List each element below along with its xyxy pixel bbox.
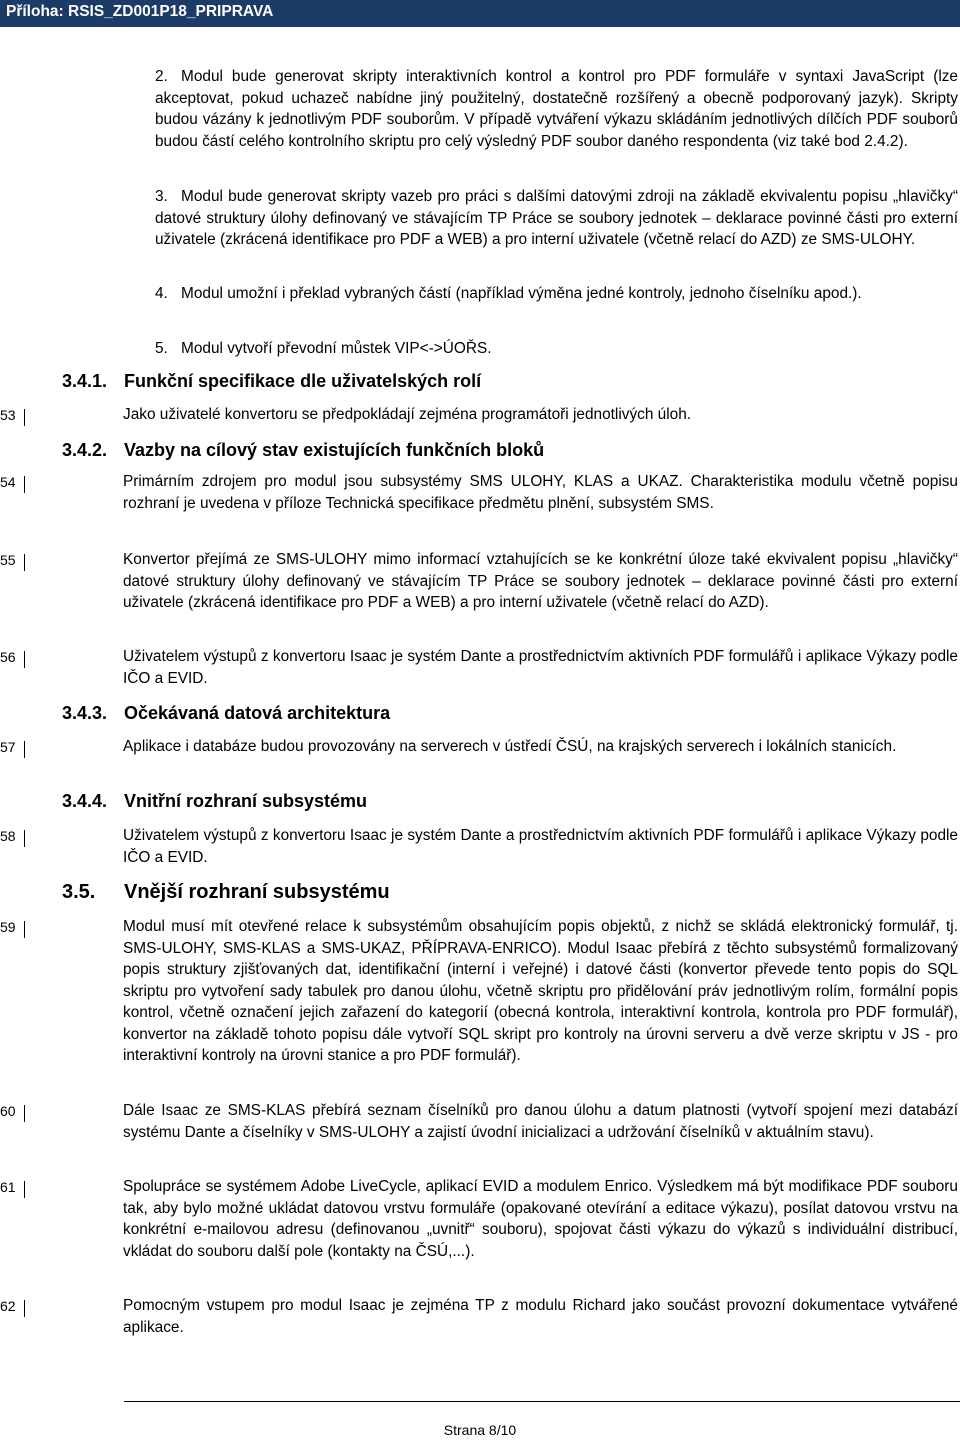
list-text: Modul bude generovat skripty vazeb pro práci s dalšími datovými zdroji na základě ekvivalentu popisu „hlavičky“ datové struktury úlohy definovaný ve stávajícím TP Práce se soubory jednotek – deklarace povinné části pro externí uživatele (zkrácená identifikace pro PDF a WEB) a pro interní uživatele (včetně relací do AZD) ze SMS-ULOHY.	[155, 188, 958, 248]
list-item	[155, 186, 958, 251]
paragraph: Aplikace i databáze budou provozovány na serverech v ústředí ČSÚ, na krajských serverech i lokálních stanicích.	[123, 738, 897, 755]
paragraph-number: 57	[0, 739, 16, 755]
document-header	[0, 0, 960, 27]
list-item	[155, 338, 958, 360]
paragraph-marker	[24, 921, 25, 938]
list-text: Modul vytvoří převodní můstek VIP<->ÚOŘS.	[181, 340, 492, 357]
paragraph-number: 55	[0, 552, 16, 568]
list-text: Modul umožní i překlad vybraných částí (například výměna jedné kontroly, jednoho číselníku apod.).	[181, 285, 862, 302]
paragraph-number: 62	[0, 1298, 16, 1314]
paragraph-number: 53	[0, 407, 16, 423]
list-number: 4.	[155, 285, 168, 302]
paragraph: Primárním zdrojem pro modul jsou subsystémy SMS ULOHY, KLAS a UKAZ. Charakteristika modulu včetně popisu rozhraní je uvedena v příloze Technická specifikace předmětu plnění, subsystém SMS.	[123, 473, 958, 512]
paragraph-marker	[24, 741, 25, 758]
paragraph: Konvertor přejímá ze SMS-ULOHY mimo informací vztahujících se ke konkrétní úloze také ekvivalent popisu „hlavičky“ datové struktury úlohy definovaný ve stávajícím TP Práce se soubory jednotek – deklarace povinné části pro externí uživatele (zkrácená identifikace pro PDF a WEB) a pro interní uživatele (včetně relací do AZD).	[123, 551, 958, 611]
paragraph-number: 58	[0, 828, 16, 844]
document-title: Příloha: RSIS_ZD001P18_PRIPRAVA	[6, 3, 274, 20]
paragraph-marker	[24, 1105, 25, 1122]
paragraph: Modul musí mít otevřené relace k subsystémům obsahujícím popis objektů, z nichž se skládá elektronický formulář, tj. SMS-ULOHY, SMS-KLAS a SMS-UKAZ, PŘÍPRAVA-ENRICO). Modul Isaac přebírá z těchto subsystémů formalizovaný popis struktury zjišťovaných dat, identifikační (interní i veřejné) i datové části (konvertor převede tento popis do SQL skriptu pro vytvoření sady tabulek pro danou úlohu, včetně skriptu pro přidělování práv jednotlivým rolím, formální popis kontrol, včetně označení jejich zařazení do kategorií (obecná kontrola, interaktivní kontrola, kontrola pro PDF formulář), konvertor na základě tohoto popisu dále vytvoří SQL skript pro kontroly na úrovni serveru a dvě verze skriptu v JS - pro interaktivní kontroly na úrovni stanice a pro PDF formulář).	[123, 918, 958, 1064]
paragraph-number: 60	[0, 1103, 16, 1119]
paragraph-marker	[24, 409, 25, 426]
list-text: Modul bude generovat skripty interaktivních kontrol a kontrol pro PDF formuláře v syntaxi JavaScript (lze akceptovat, pokud uchazeč nabídne jiný použitelný, dostatečně rozšířený a obecně podporovaný jazyk). Skripty budou vázány k jednotlivým PDF souborům. V případě vytváření výkazu skládáním jednotlivých dílčích PDF souborů budou částí celého kontrolního skriptu pro celý výsledný PDF soubor daného respondenta (viz také bod 2.4.2).	[155, 68, 958, 150]
paragraph-marker	[24, 554, 25, 571]
section-title: Očekávaná datová architektura	[124, 703, 391, 723]
section-number: 3.4.2.	[62, 440, 108, 460]
list-number: 3.	[155, 188, 168, 205]
paragraph: Uživatelem výstupů z konvertoru Isaac je systém Dante a prostřednictvím aktivních PDF formulářů i aplikace Výkazy podle IČO a EVID.	[123, 827, 958, 866]
paragraph-marker	[24, 1300, 25, 1317]
paragraph-marker	[24, 830, 25, 847]
section-title: Vazby na cílový stav existujících funkčních bloků	[124, 440, 545, 460]
paragraph-marker	[24, 476, 25, 493]
section-number: 3.5.	[62, 881, 96, 903]
paragraph-number: 56	[0, 649, 16, 665]
section-number: 3.4.3.	[62, 703, 108, 723]
paragraph-number: 59	[0, 919, 16, 935]
list-number: 5.	[155, 340, 168, 357]
paragraph: Pomocným vstupem pro modul Isaac je zejména TP z modulu Richard jako součást provozní dokumentace vytvářené aplikace.	[123, 1297, 958, 1336]
section-title: Vnitřní rozhraní subsystému	[124, 791, 368, 811]
paragraph-marker	[24, 1181, 25, 1198]
paragraph: Uživatelem výstupů z konvertoru Isaac je systém Dante a prostřednictvím aktivních PDF formulářů i aplikace Výkazy podle IČO a EVID.	[123, 648, 958, 687]
section-title: Vnější rozhraní subsystému	[124, 881, 390, 903]
section-title: Funkční specifikace dle uživatelských rolí	[124, 371, 482, 391]
paragraph: Spolupráce se systémem Adobe LiveCycle, aplikací EVID a modulem Enrico. Výsledkem má být modifikace PDF souboru tak, aby bylo možné ukládat datovou vrstvu formuláře (opakované otevírání a editace výkazu), posílat datovou vrstvu na konkrétní e-mailovou adresu (definovanou „uvnitř“ souboru), spojovat části výkazu do výkazů s individuální distribucí, vkládat do souboru další pole (kontakty na ČSÚ,...).	[123, 1178, 958, 1260]
paragraph-number: 54	[0, 474, 16, 490]
paragraph-number: 61	[0, 1179, 16, 1195]
paragraph: Jako uživatelé konvertoru se předpokládají zejména programátoři jednotlivých úloh.	[123, 406, 692, 423]
page-number: Strana 8/10	[443, 1422, 517, 1438]
list-item	[155, 283, 958, 305]
paragraph-marker	[24, 651, 25, 668]
paragraph: Dále Isaac ze SMS-KLAS přebírá seznam číselníků pro danou úlohu a datum platnosti (vytvoří spojení mezi databází systému Dante a číselníky v SMS-ULOHY a zajistí úvodní inicializaci a udržování číselníků v aktuálním stavu).	[123, 1102, 958, 1141]
footer-divider	[124, 1401, 960, 1402]
list-number: 2.	[155, 68, 168, 85]
section-number: 3.4.1.	[62, 371, 108, 391]
list-item	[155, 66, 958, 152]
section-number: 3.4.4.	[62, 791, 108, 811]
